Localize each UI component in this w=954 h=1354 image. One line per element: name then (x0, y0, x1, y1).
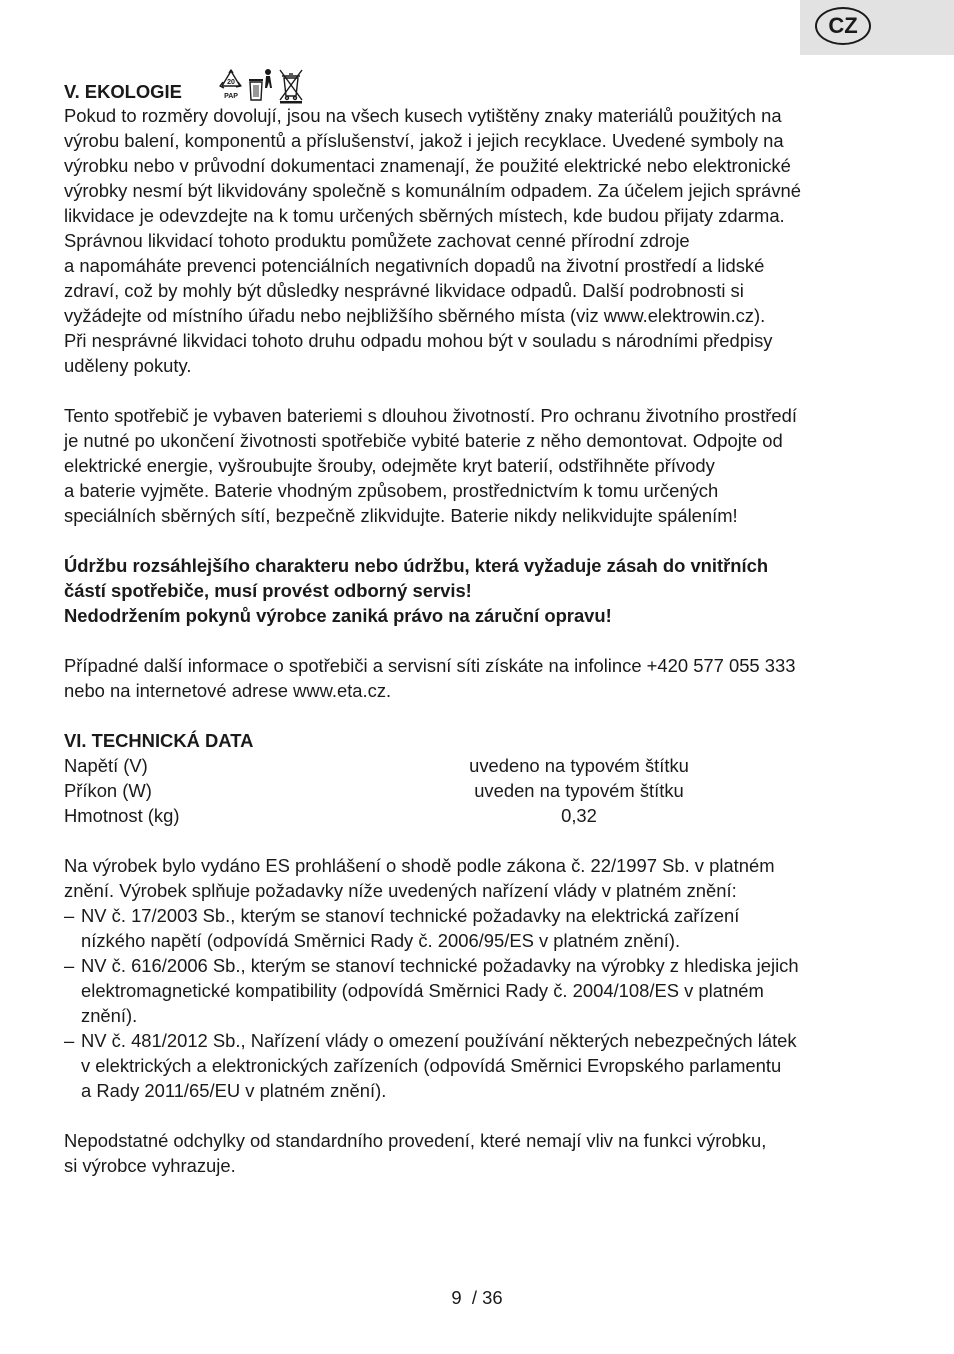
crossed-bin-icon (278, 68, 304, 104)
declaration-paragraph: Na výrobek bylo vydáno ES prohlášení o shodě podle zákona č. 22/1997 Sb. v platném znění. Výrobek splňuje požadavky níže uvedených nařízení vlády v platném znění: (64, 855, 775, 901)
ecology-paragraph-2: Tento spotřebič je vybaven bateriemi s dlouhou životností. Pro ochranu životního prostředí je nutné po ukončení životnosti spotřebiče vybité baterie z něho demontovat. Odpojte od elektrické energie, vyšroubujte šrouby, odejměte kryt baterií, odstřihněte přívody a baterie vyjměte. Baterie vhodným způsobem, prostřednictvím k tomu určených speciálních sběrných sítí, bezpečně zlikvidujte. Baterie nikdy nelikvidujte spálením! (64, 405, 797, 526)
spec-label: Napětí (V) (64, 755, 148, 776)
recycle-number: 20 (227, 79, 235, 86)
page-current: 9 (451, 1287, 462, 1308)
page-total: / 36 (471, 1287, 503, 1308)
spec-label: Hmotnost (kg) (64, 805, 180, 826)
person-bin-icon (248, 68, 276, 104)
spec-row (64, 803, 894, 828)
service-warning: Údržbu rozsáhlejšího charakteru nebo údržbu, která vyžaduje zásah do vnitřních částí spotřebiče, musí provést odborný servis! Nedodržením pokynů výrobce zaniká právo na záruční opravu! (64, 555, 769, 626)
spec-table (64, 753, 894, 828)
spec-value: uveden na typovém štítku (474, 780, 684, 801)
recycling-pap-20-icon (216, 68, 246, 104)
spec-row (64, 753, 894, 778)
ecology-heading: V. EKOLOGIE (64, 81, 182, 102)
technical-heading: VI. TECHNICKÁ DATA (64, 730, 254, 751)
page-number (0, 1285, 954, 1310)
list-item: – NV č. 481/2012 Sb., Nařízení vlády o omezení používání některých nebezpečných látek v elektrických a elektronických zařízeních (odpovídá Směrnici Evropského parlamentu a Rady 2011/65/EU v platném znění). (64, 1030, 797, 1101)
ecology-paragraph-1: Pokud to rozměry dovolují, jsou na všech kusech vytištěny znaky materiálů použitých na výrobu balení, komponentů a příslušenství, jakož i jejich recyklace. Uvedené symboly na výrobku nebo v průvodní dokumentaci znamenají, že použité elektrické nebo elektronické výrobky nesmí být likvidovány společně s komunálním odpadem. Za účelem jejich správné likvidace je odevzdejte na k tomu určených sběrných místech, kde budou přijaty zdarma. Správnou likvidací tohoto produktu pomůžete zachovat cenné přírodní zdroje a napomáháte prevenci potenciálních negativních dopadů na životní prostředí a lidské zdraví, což by mohly být důsledky nesprávné likvidace odpadů. Další podrobnosti si vyžádejte od místního úřadu nebo nejbližšího sběrného místa (viz www.elektrowin.cz). Při nesprávné likvidaci tohoto druhu odpadu mohou být v souladu s národními předpisy uděleny pokuty. (64, 105, 801, 376)
spec-row (64, 778, 894, 803)
spec-label: Příkon (W) (64, 780, 152, 801)
spec-value: uvedeno na typovém štítku (469, 755, 689, 776)
language-badge: CZ (815, 7, 871, 45)
ecology-heading-row (64, 78, 894, 103)
recycle-code: PAP (224, 93, 238, 100)
closing-paragraph: Nepodstatné odchylky od standardního provedení, které nemají vliv na funkci výrobku, si výrobce vyhrazuje. (64, 1130, 767, 1176)
info-paragraph: Případné další informace o spotřebiči a servisní síti získáte na infolince +420 577 055 333 nebo na internetové adrese www.eta.cz. (64, 655, 796, 701)
list-item: – NV č. 616/2006 Sb., kterým se stanoví technické požadavky na výrobky z hlediska jejich elektromagnetické kompatibility (odpovídá Směrnici Rady č. 2004/108/ES v platném znění). (64, 955, 799, 1026)
page-content (64, 78, 894, 1178)
list-item: – NV č. 17/2003 Sb., kterým se stanoví technické požadavky na elektrická zařízení nízkého napětí (odpovídá Směrnici Rady č. 2006/95/ES v platném znění). (64, 905, 740, 951)
spec-value: 0,32 (561, 805, 597, 826)
eco-icons (216, 68, 304, 104)
